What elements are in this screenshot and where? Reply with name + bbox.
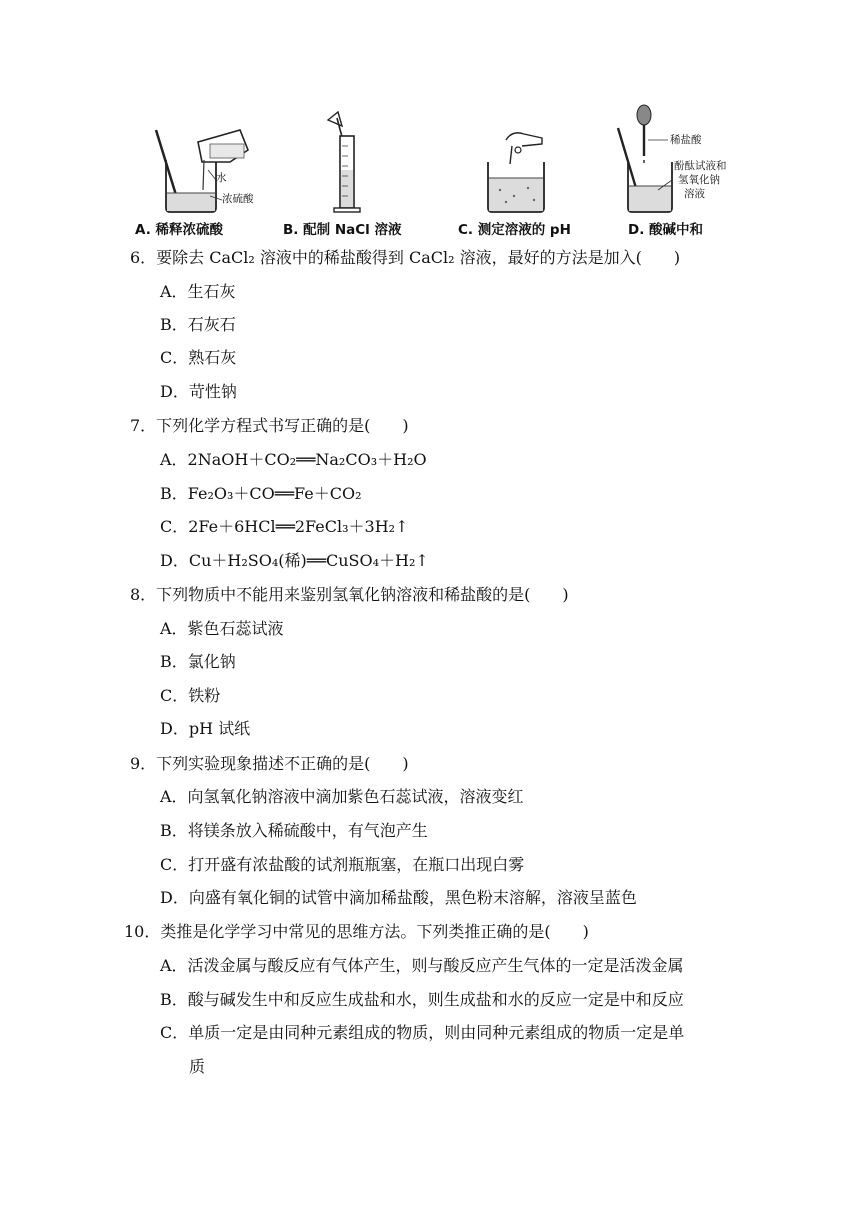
question-7-option-d: D．Cu＋H₂SO₄(稀)══CuSO₄＋H₂↑ (160, 551, 429, 570)
graduated-cylinder-drawing (300, 100, 400, 215)
question-10-option-a: A．活泼金属与酸反应有气体产生，则与酸反应产生气体的一定是活泼金属 (160, 956, 684, 975)
question-9-option-a: A．向氢氧化钠溶液中滴加紫色石蕊试液，溶液变红 (160, 787, 524, 806)
neutralization-drawing (610, 100, 750, 215)
question-9-option-d: D．向盛有氧化铜的试管中滴加稀盐酸，黑色粉末溶解，溶液呈蓝色 (160, 888, 637, 907)
caption-a: A. 稀释浓硫酸 (135, 222, 224, 238)
label-naoh: 氢氧化钠 (678, 174, 720, 186)
label-dilute-hcl: 稀盐酸 (670, 134, 702, 146)
ph-test-drawing (476, 100, 576, 215)
question-9-option-c: C．打开盛有浓盐酸的试剂瓶瓶塞，在瓶口出现白雾 (160, 855, 525, 874)
question-8-option-b: B．氯化钠 (160, 652, 236, 671)
question-9-option-b: B．将镁条放入稀硫酸中，有气泡产生 (160, 821, 428, 840)
question-8-option-c: C．铁粉 (160, 686, 221, 705)
label-conc-sulfuric-acid: 浓硫酸 (222, 193, 254, 205)
question-7-option-a: A．2NaOH＋CO₂══Na₂CO₃＋H₂O (160, 450, 427, 469)
question-10-option-c-continuation: 质 (189, 1057, 206, 1076)
question-7-option-b: B．Fe₂O₃＋CO══Fe＋CO₂ (160, 484, 362, 503)
question-6-stem: 6．要除去 CaCl₂ 溶液中的稀盐酸得到 CaCl₂ 溶液，最好的方法是加入( ) (130, 248, 681, 267)
question-8-stem: 8．下列物质中不能用来鉴别氢氧化钠溶液和稀盐酸的是( ) (130, 585, 569, 604)
question-9-stem: 9．下列实验现象描述不正确的是( ) (130, 754, 409, 773)
caption-b: B. 配制 NaCl 溶液 (283, 222, 402, 238)
question-10-option-c: C．单质一定是由同种元素组成的物质，则由同种元素组成的物质一定是单 (160, 1023, 685, 1042)
question-6-option-c: C．熟石灰 (160, 348, 237, 367)
label-water: 水 (216, 172, 227, 184)
question-6-option-a: A．生石灰 (160, 282, 236, 301)
question-8-option-d: D．pH 试纸 (160, 719, 251, 738)
question-8-option-a: A．紫色石蕊试液 (160, 619, 284, 638)
question-6-option-b: B．石灰石 (160, 315, 236, 334)
caption-d: D. 酸碱中和 (628, 222, 704, 238)
question-10-option-b: B．酸与碱发生中和反应生成盐和水，则生成盐和水的反应一定是中和反应 (160, 990, 684, 1009)
question-10-stem: 10．类推是化学学习中常见的思维方法。下列类推正确的是( ) (124, 922, 589, 941)
question-7-option-c: C．2Fe＋6HCl══2FeCl₃＋3H₂↑ (160, 517, 409, 536)
label-solution: 溶液 (684, 188, 705, 200)
label-phenolphthalein: 酚酞试液和 (674, 160, 727, 172)
caption-c: C. 测定溶液的 pH (458, 222, 571, 238)
question-7-stem: 7．下列化学方程式书写正确的是( ) (130, 416, 409, 435)
question-6-option-d: D．苛性钠 (160, 382, 237, 401)
